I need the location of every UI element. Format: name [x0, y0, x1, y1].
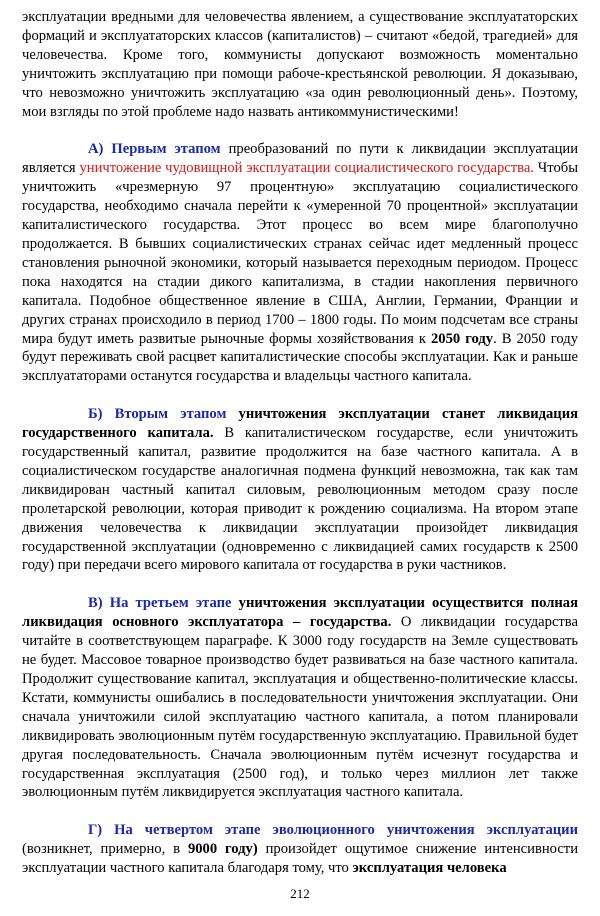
paragraph-stage-b	[22, 405, 578, 575]
stage-d-heading: Г) На четвертом этапе эволюционного уничтожения эксплуатации	[88, 822, 578, 839]
paragraph-text: В капиталистическом государстве, если уничтожить государственный капитал, развитие продолжится на базе частного капитала. А в социалистическом государстве аналогичная подмена функций невозможна, так как там ликвидирован частный капитал силовым, революционным методом сразу после пролетарской революции, которая приводит к рождению социализма. На втором этапе движения человечества к ликвидации эксплуатации произойдет ликвидация государственной эксплуатации (одновременно с ликвидацией самих государств к 2500 году) при передачи всего мирового капитала от государства в руки частников.	[22, 425, 579, 574]
bold-text: эксплуатация человека	[352, 860, 507, 877]
stage-c-heading: В) На третьем этапе	[88, 595, 232, 612]
paragraph-stage-a	[22, 140, 578, 386]
bold-text: 9000 году)	[187, 841, 258, 858]
page-number: 212	[290, 886, 310, 901]
stage-b-heading: Б) Вторым этапом	[88, 406, 227, 423]
bold-text: 2050 году	[431, 330, 494, 347]
paragraph-text: эксплуатации вредными для человечества явлением, а существование эксплуататорских формаций и эксплуататорских классов (капиталистов) – считают «бедой, трагедией» для человечества. Кроме того, коммунисты допускают возможность моментально уничтожить эксплуатацию при помощи рабоче-крестьянской революции. Я доказываю, что невозможно уничтожить эксплуатацию «за один революционный день». Поэтому, мои взгляды по этой проблеме надо назвать антикоммунистическими!	[22, 9, 578, 120]
paragraph-text: О ликвидации государства читайте в соответствующем параграфе. К 3000 году государств на Земле существовать не будет. Массовое товарное производство будет развиваться на базе частного капитала. Продолжит существование капитал, эксплуатация и общественно-политические классы. Кстати, коммунисты ошибались в последовательности уничтожения эксплуатации. Они сначала уничтожили силой эксплуатацию частного капитала, а потом планировали ликвидировать эволюционным путём государственную эксплуатацию. Правильной будет другая последовательность. Сначала эволюционным путём исчезнут государства и государственная эксплуатация (2500 год), и только через миллион лет также эволюционным путём ликвидируется эксплуатация частного капитала.	[22, 614, 578, 801]
paragraph-spacer	[22, 575, 578, 594]
bold-text: уничтожения эксплуатации осуществится полная ликвидация основного эксплуататора – государства.	[22, 595, 578, 631]
paragraph-spacer	[22, 121, 578, 140]
paragraph-text: преобразований по пути к ликвидации эксплуатации является	[22, 141, 578, 177]
bold-text: уничтожения эксплуатации станет ликвидация государственного капитала.	[22, 406, 578, 442]
paragraph-text: произойдет ощутимое снижение интенсивности эксплуатации частного капитала благодаря тому, что	[22, 841, 578, 877]
paragraph-stage-d	[22, 821, 578, 878]
stage-a-heading: А) Первым этапом	[88, 141, 221, 158]
paragraph-spacer	[22, 802, 578, 821]
highlighted-text: уничтожение чудовищной эксплуатации социалистического государства.	[79, 160, 534, 177]
paragraph-text: (возникнет, примерно, в	[22, 841, 188, 858]
paragraph-text: Чтобы уничтожить «чрезмерную 97 процентную» эксплуатацию социалистического государства, необходимо сначала перейти к «умеренной 70 процентной» эксплуатации капиталистического государства. Этот процесс во всем мире благополучно продолжается. В бывших социалистических странах сейчас идет медленный процесс становления рыночной экономики, который называется переходным периодом. Процесс пока находятся на стадии дикого капитализма, в стадии накопления первичного капитала. Подобное общественное явление в США, Англии, Германии, Франции и других странах происходило в период 1700 – 1800 годы. По моим подсчетам все страны мира будут иметь развитые рыночные формы хозяйствования к	[22, 160, 578, 347]
paragraph-intro-continuation	[22, 8, 578, 121]
paragraph-text: . В 2050 году будут переживать свой расцвет капиталистические способы эксплуатации. Как и раньше эксплуататорами останутся государства и владельцы частного капитала.	[22, 330, 578, 385]
paragraph-spacer	[22, 386, 578, 405]
paragraph-stage-c	[22, 594, 578, 802]
document-body	[22, 8, 578, 878]
